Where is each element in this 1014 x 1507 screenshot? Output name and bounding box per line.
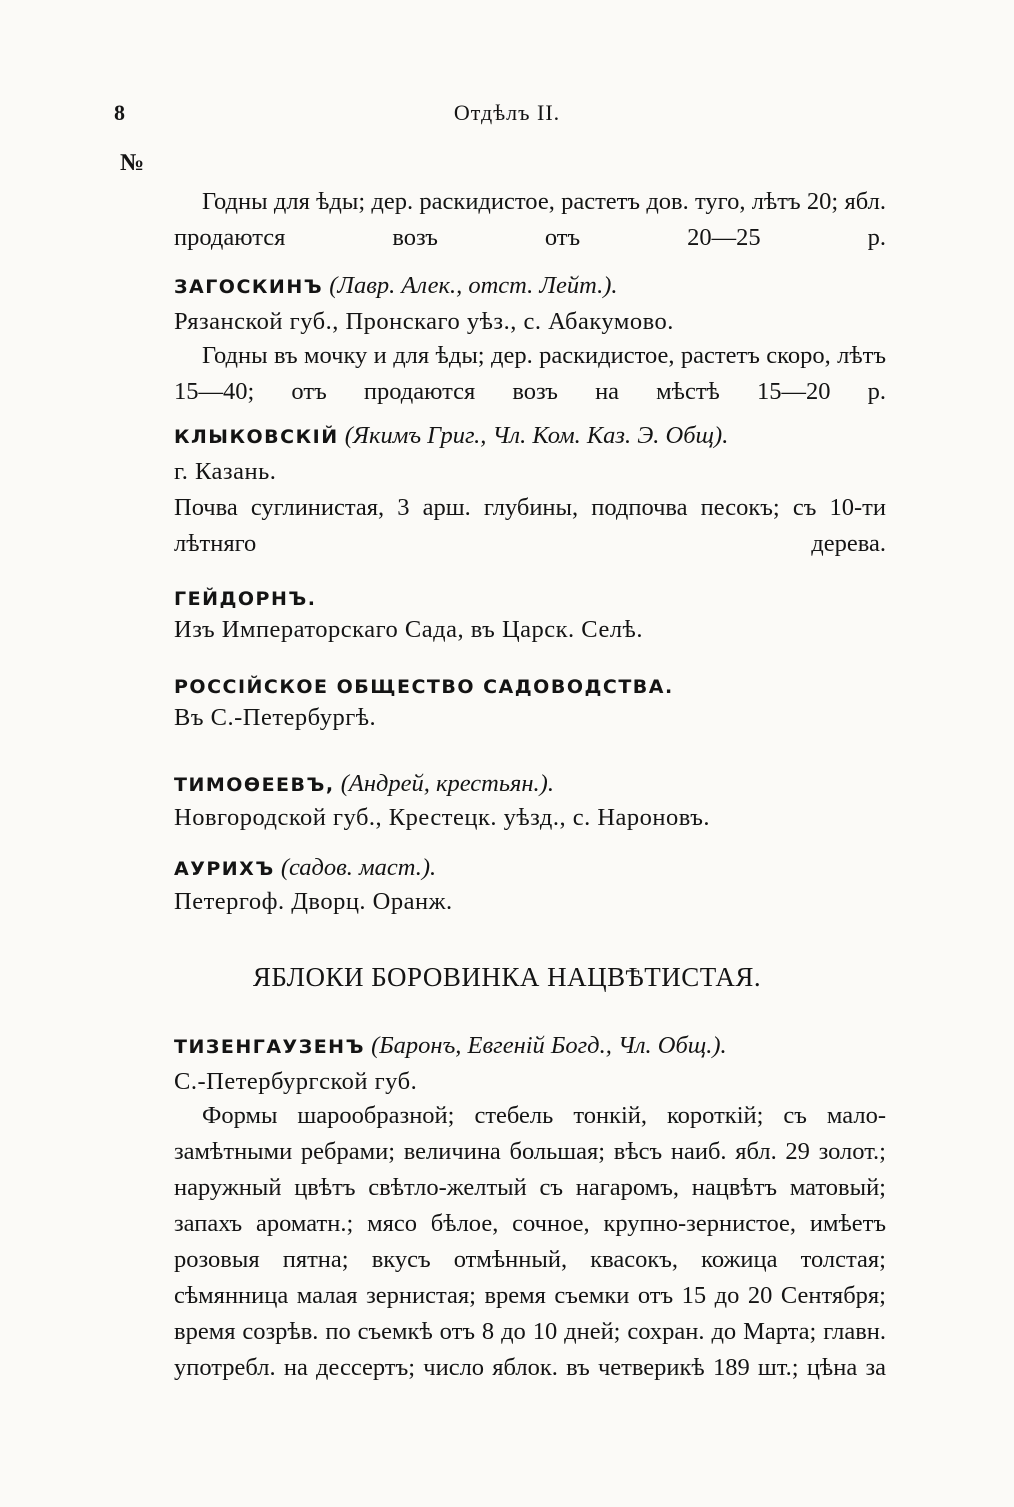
running-head: Отдѣлъ II. — [453, 100, 561, 125]
entry-name: ЗАГОСКИНЪ — [174, 276, 324, 298]
entry-name-line — [174, 268, 886, 305]
entry-description: Годны для ѣды; дер. раскидистое, растетъ дов. туго, лѣтъ 20; ябл. продаются возъ отъ 20—25 р. — [174, 188, 886, 251]
entry-details: (Андрей, крестьян.). — [340, 770, 554, 797]
entry-place: С.-Петербургской губ. — [174, 1068, 418, 1095]
entry-place: Петергоф. Дворц. Оранж. — [174, 888, 453, 915]
entry-description: Формы шарообразной; стебель тонкій, короткій; съ мало-замѣтными ребрами; величина большая; вѣсъ наиб. ябл. 29 золот.; наружный цвѣтъ свѣтло-желтый съ нагаромъ, нацвѣтъ матовый; запахъ ароматн.; мясо бѣлое, сочное, крупно-зернистое, имѣетъ розовыя пятна; вкусъ отмѣнный, квасокъ, кожица толстая; сѣмянница малая зернистая; время съемки отъ 15 до 20 Сентября; время созрѣв. по съемкѣ отъ 8 до 10 дней; сохран. до Марта; главн. употребл. на дессертъ; число яблок. въ четверикѣ 189 шт.; цѣна за — [174, 1102, 886, 1381]
entry-name-line — [174, 850, 886, 887]
entry-name: ТИМОѲЕЕВЪ, — [174, 774, 335, 796]
entry-place: Новгородской губ., Крестецк. уѣзд., с. Нароновъ. — [174, 804, 711, 831]
entry-name: ГЕЙДОРНЪ. — [174, 588, 317, 610]
entry-details: (Якимъ Григ., Чл. Ком. Каз. Э. Общ). — [344, 422, 729, 449]
entry-details: (Баронъ, Евгеній Богд., Чл. Общ.). — [371, 1032, 727, 1059]
entry-place: Изъ Императорскаго Сада, въ Царск. Селѣ. — [174, 616, 643, 643]
entry-description: Годны въ мочку и для ѣды; дер. раскидистое, растетъ скоро, лѣтъ 15—40; отъ продаются возъ на мѣстѣ 15—20 р. — [174, 342, 886, 405]
entry-details: (садов. маст.). — [280, 854, 437, 881]
entry-place: Рязанской губ., Пронскаго уѣз., с. Абакумово. — [174, 308, 674, 335]
entry-name: КЛЫКОВСКІЙ — [174, 426, 339, 448]
entry-name: РОССІЙСКОЕ ОБЩЕСТВО САДОВОДСТВА. — [174, 676, 674, 698]
entry-name-line — [174, 766, 886, 803]
entry-name: АУРИХЪ — [174, 858, 275, 880]
section-title: ЯБЛОКИ БОРОВИНКА НАЦВѢТИСТАЯ. — [252, 962, 762, 992]
entry-place: Въ С.-Петербургѣ. — [174, 704, 377, 731]
entry-details: (Лавр. Алек., отст. Лейт.). — [329, 272, 618, 299]
number-mark: № — [120, 150, 145, 176]
entry-name: ТИЗЕНГАУЗЕНЪ — [174, 1036, 365, 1058]
entry-place: г. Казань. — [174, 458, 277, 485]
entry-name-line — [174, 1028, 886, 1065]
page-number: 8 — [114, 100, 125, 125]
entry-name-line — [174, 418, 886, 455]
entry-description: Почва суглинистая, 3 арш. глубины, подпочва песокъ; съ 10-ти лѣтняго дерева. — [174, 494, 886, 557]
